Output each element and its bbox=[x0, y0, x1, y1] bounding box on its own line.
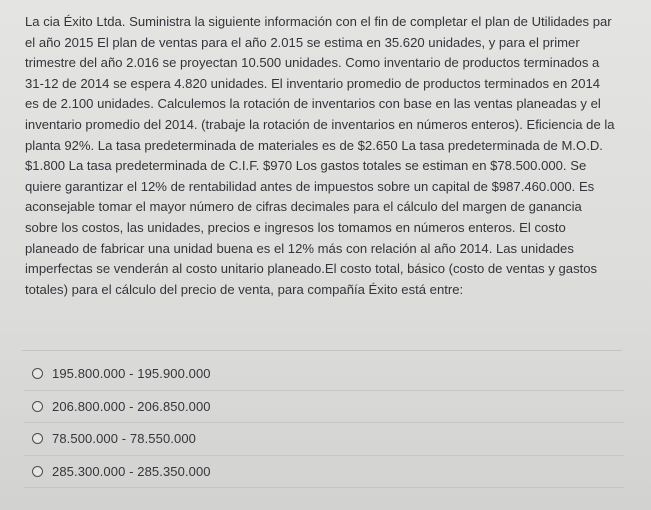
radio-button-icon[interactable] bbox=[32, 368, 43, 379]
divider bbox=[22, 350, 622, 351]
answer-option[interactable] bbox=[24, 423, 624, 456]
answer-options bbox=[8, 358, 648, 488]
answer-option[interactable] bbox=[24, 358, 624, 391]
answer-option[interactable] bbox=[24, 391, 624, 424]
question-text: La cia Éxito Ltda. Suministra la siguiente información con el fin de completar el plan de Utilidades par el año 2015 El plan de ventas para el año 2.015 se estima en 35.620 unidades, y para el primer trimestre del año 2.016 se proyectan 10.500 unidades. Como inventario de productos terminados a 31-12 de 2014 se espera 4.820 unidades. El inventario promedio de productos terminados en 2014 es de 2.100 unidades. Calculemos la rotación de inventarios con base en las ventas planeadas y el inventario promedio del 2014. (trabaje la rotación de inventarios en números enteros). Eficiencia de la planta 92%. La tasa predeterminada de materiales es de $2.650 La tasa predeterminada de M.O.D. $1.800 La tasa predeterminada de C.I.F. $970 Los gastos totales se estiman en $78.500.000. Se quiere garantizar el 12% de rentabilidad antes de impuestos sobre un capital de $987.460.000. Es aconsejable tomar el mayor número de cifras decimales para el cálculo del margen de ganancia sobre los costos, las unidades, precios e ingresos los tomamos en números enteros. El costo planeado de fabricar una unidad buena es el 12% más con relación al año 2014. Las unidades imperfectas se venderán al costo unitario planeado.El costo total, básico (costo de ventas y gastos totales) para el cálculo del precio de venta, para compañía Éxito está entre: bbox=[25, 14, 615, 297]
answer-option-label: 195.800.000 - 195.900.000 bbox=[52, 366, 211, 382]
radio-button-icon[interactable] bbox=[32, 401, 43, 412]
answer-option-label: 206.800.000 - 206.850.000 bbox=[52, 398, 211, 414]
radio-button-icon[interactable] bbox=[32, 466, 43, 477]
answer-option-label: 78.500.000 - 78.550.000 bbox=[52, 431, 196, 447]
answer-option[interactable] bbox=[24, 456, 624, 489]
radio-button-icon[interactable] bbox=[32, 433, 43, 444]
question-card bbox=[8, 0, 651, 510]
answer-option-label: 285.300.000 - 285.350.000 bbox=[52, 463, 211, 479]
